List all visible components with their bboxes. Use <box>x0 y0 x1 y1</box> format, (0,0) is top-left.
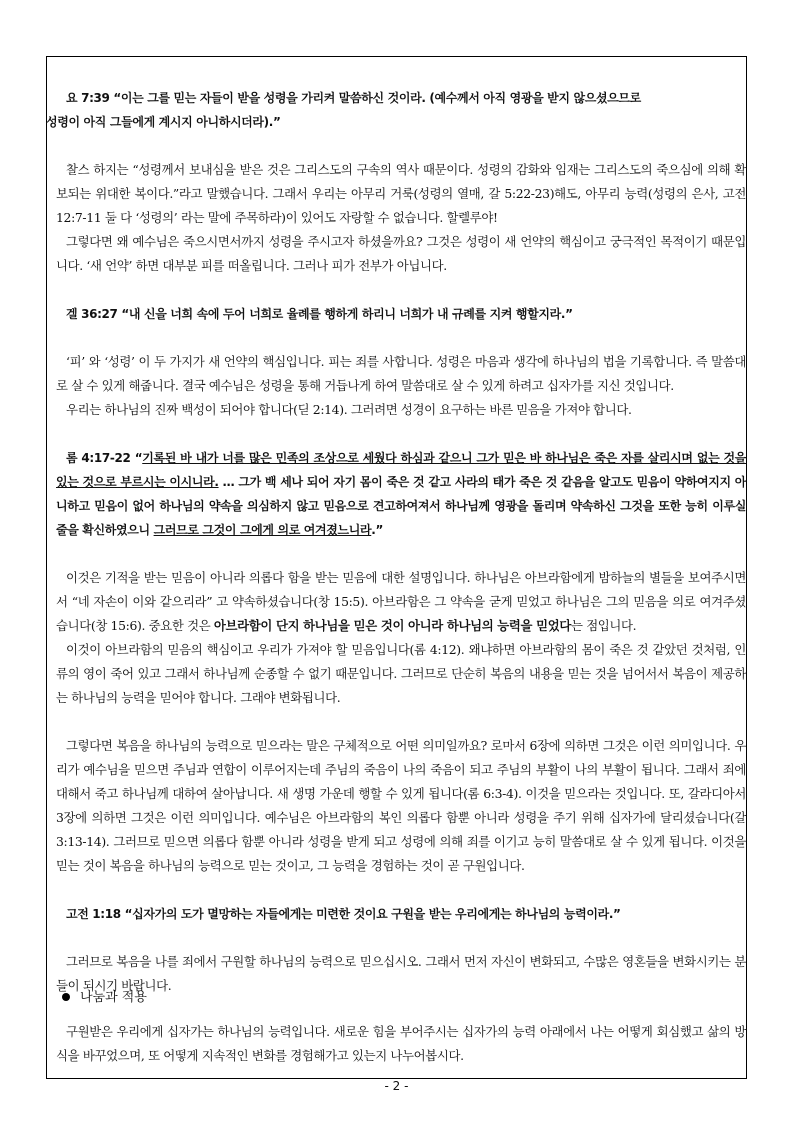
emphasis-text: 아브라함이 단지 하나님을 믿은 것이 아니라 하나님의 능력을 믿었다 <box>213 618 571 633</box>
paragraph-new-covenant: 그렇다면 왜 예수님은 죽으시면서까지 성령을 주시고자 하셨을까요? 그것은 성령이 새 언약의 핵심이고 궁극적인 목적이기 때문입니다. ‘새 언약’ 하면 대부분 피를 떠올립니다. 그러나 피가 전부가 아닙니다. <box>56 234 746 273</box>
page-number: - 2 - <box>384 1079 409 1093</box>
underlined-text: 그러므로 그것이 그에게 의로 여겨졌느니라 <box>153 523 372 537</box>
sermon-body <box>46 86 746 998</box>
paragraph-conclusion: 그러므로 복음을 나를 죄에서 구원할 하나님의 능력으로 믿으십시오. 그래서 먼저 자신이 변화되고, 수많은 영혼들을 변화시키는 분들이 되시기 바랍니다. <box>56 954 746 993</box>
section-title: 나눔과 적용 <box>80 990 147 1005</box>
scripture-line-1: 요 7:39 “이는 그를 믿는 자들이 받을 성령을 가리켜 말씀하신 것이라. (예수께서 아직 영광을 받지 않으셨으므로 <box>66 91 641 105</box>
sharing-paragraph: 구원받은 우리에게 십자가는 하나님의 능력입니다. 새로운 힘을 부어주시는 십자가의 능력 아래에서 나는 어떻게 회심했고 삶의 방식을 바꾸었으며, 또 어떻게 지속적인 변화를 경험해가고 있는지 나누어봅시다. <box>56 1024 746 1063</box>
paragraph-core-of-faith: 이것이 아브라함의 믿음의 핵심이고 우리가 가져야 할 믿음입니다(롬 4:12). 왜냐하면 아브라함의 몸이 죽은 것 같았던 것처럼, 인류의 영이 죽어 있고 그래서 하나님께 순종할 수 없기 때문입니다. 그러므로 단순히 복음의 내용을 믿는 것을 넘어서서 복음이 제공하는 하나님의 능력을 믿어야 합니다. 그래야 변화됩니다. <box>56 642 746 705</box>
paragraph-true-people: 우리는 하나님의 진짜 백성이 되어야 합니다(딛 2:14). 그러려면 성경이 요구하는 바른 믿음을 가져야 합니다. <box>66 402 632 417</box>
paragraph-power-of-gospel: 그렇다면 복음을 하나님의 능력으로 믿으라는 말은 구체적으로 어떤 의미일까요? 로마서 6장에 의하면 그것은 이런 의미입니다. 우리가 예수님을 믿으면 주님과 연합이 이루어지는데 주님의 죽음이 나의 죽음이 되고 주님의 부활이 나의 부활이 됩니다. 그래서 죄에 대해서 죽고 하나님께 대하여 살아납니다. 새 생명 가운데 행할 수 있게 됩니다(롬 6:3-4). 이것을 믿으라는 것입니다. 또, 갈라디아서 3장에 의하면 그것은 이런 의미입니다. 예수님은 아브라함의 복인 의롭다 함뿐 아니라 성령을 주기 위해 십자가에 달리셨습니다(갈 3:13-14). 그러므로 믿으면 의롭다 함뿐 아니라 성령을 받게 되고 성령에 의해 죄를 이기고 능히 말씀대로 살 수 있게 됩니다. 이것을 믿는 것이 복음을 하나님의 능력으로 믿는 것이고, 그 능력을 경험하는 것이 곧 구원입니다. <box>56 738 746 873</box>
scripture-romans-4-17-22: 롬 4:17-22 “기록된 바 내가 너를 많은 민족의 조상으로 세웠다 하심과 같으니 그가 믿은 바 하나님은 죽은 자를 살리시며 없는 것을 있는 것으로 부르시는 이시니라. … 그가 백 세나 되어 자기 몸이 죽은 것 같고 사라의 태가 죽은 것 같음을 알고도 믿음이 약하여지지 아니하고 믿음이 없어 하나님의 약속을 의심하지 않고 믿음으로 견고하여져서 하나님께 영광을 돌리며 약속하신 그것을 또한 능히 이루실 줄을 확신하였으니 그러므로 그것이 그에게 의로 여겨졌느니라.” <box>56 451 746 537</box>
bullet-icon <box>62 993 70 1001</box>
scripture-john-7-39 <box>46 86 746 134</box>
section-heading-sharing <box>62 986 147 1005</box>
paragraph-charles-hodge: 찰스 하지는 “성령께서 보내심을 받은 것은 그리스도의 구속의 역사 때문이다. 성령의 감화와 임재는 그리스도의 죽으심에 의해 확보되는 위대한 복이다.”라고 말했습니다. 그래서 우리는 아무리 거룩(성령의 열매, 갈 5:22-23)해도, 아무리 능력(성령의 은사, 고전 12:7-11 둘 다 ‘성령의’ 라는 말에 주목하라)이 있어도 자랑할 수 없습니다. 할렐루야! <box>56 162 746 225</box>
sharing-body <box>56 1020 746 1068</box>
scripture-ezekiel-36-27: 겔 36:27 “내 신을 너희 속에 두어 너희로 율례를 행하게 하리니 너희가 내 규례를 지켜 행할지라.” <box>66 307 573 321</box>
scripture-1-corinthians-1-18: 고전 1:18 “십자가의 도가 멸망하는 자들에게는 미련한 것이요 구원을 받는 우리에게는 하나님의 능력이라.” <box>66 907 621 921</box>
paragraph-blood-and-spirit: ‘피’ 와 ‘성령’ 이 두 가지가 새 언약의 핵심입니다. 피는 죄를 사합니다. 성령은 마음과 생각에 하나님의 법을 기록합니다. 즉 말씀대로 살 수 있게 해줍니다. 결국 예수님은 성령을 통해 거듭나게 하여 말씀대로 살 수 있게 하려고 십자가를 지신 것입니다. <box>56 354 746 393</box>
paragraph-abraham-faith: 이것은 기적을 받는 믿음이 아니라 의롭다 함을 받는 믿음에 대한 설명입니다. 하나님은 아브라함에게 밤하늘의 별들을 보여주시면서 “네 자손이 이와 같으리라” 고 약속하셨습니다(창 15:5). 아브라함은 그 약속을 굳게 믿었고 하나님은 그의 믿음을 의로 여겨주셨습니다(창 15:6). 중요한 것은 아브라함이 단지 하나님을 믿은 것이 아니라 하나님의 능력을 믿었다는 점입니다. <box>56 570 746 633</box>
underlined-text: 기록된 바 내가 너를 많은 민족의 조상으로 세웠다 하심과 같으니 그가 믿은 바 하나님은 죽은 자를 살리시며 없는 것을 있는 것으로 부르시는 이시니라. <box>56 451 746 489</box>
scripture-line-2: 성령이 아직 그들에게 계시지 아니하시더라).” <box>46 115 281 129</box>
